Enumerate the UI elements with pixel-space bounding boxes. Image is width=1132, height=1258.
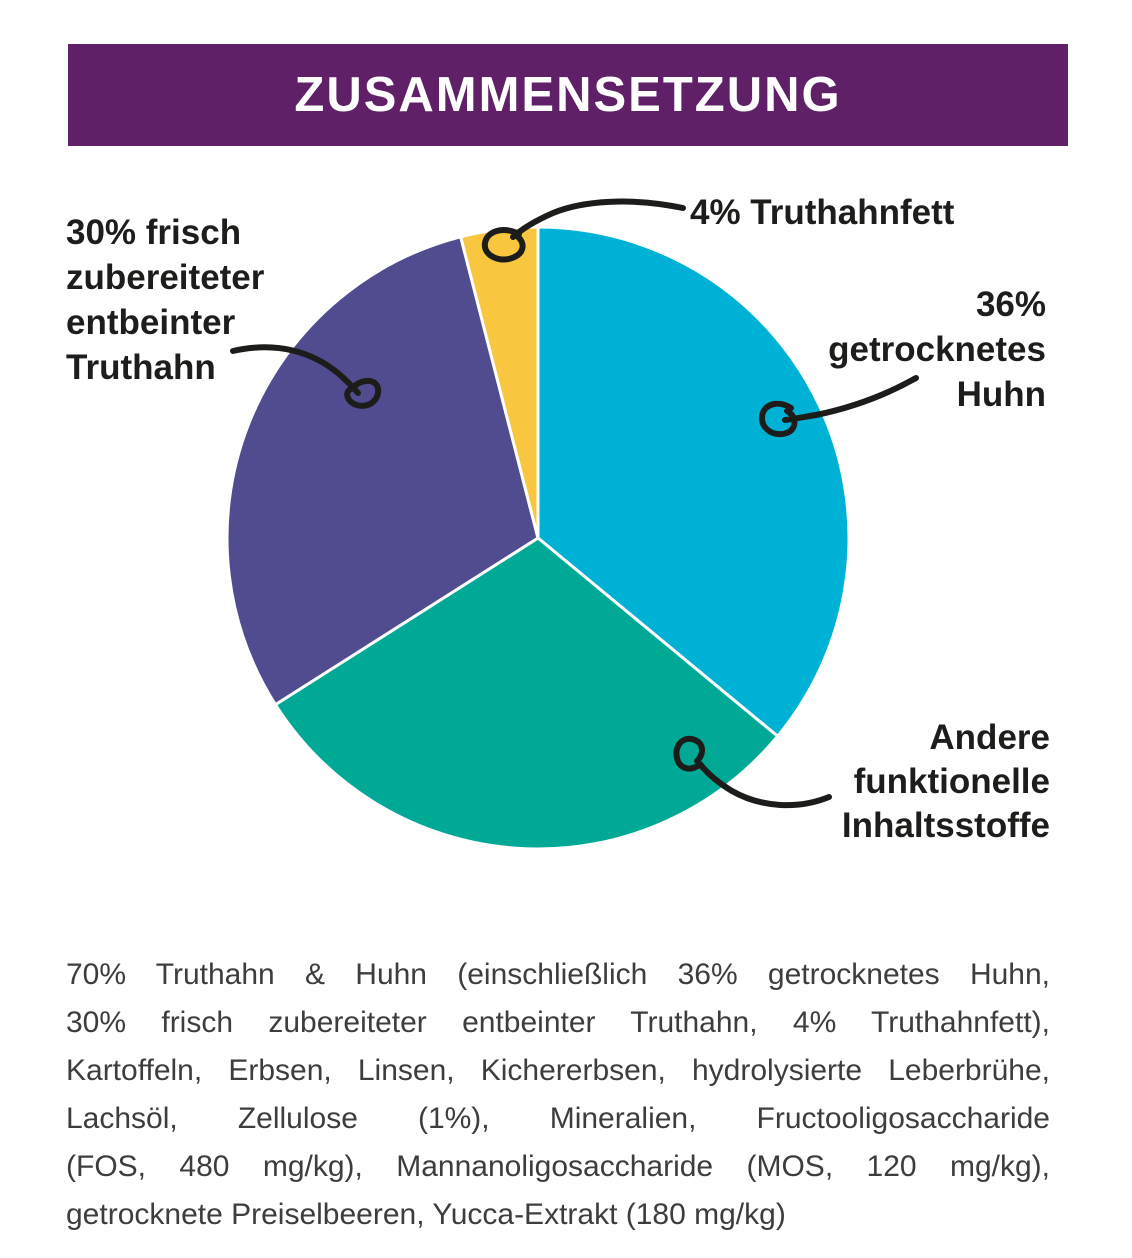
label-turkey-fat xyxy=(690,190,954,235)
text-line: Kartoffeln, Erbsen, Linsen, Kichererbsen, hydrolysierte Leberbrühe, xyxy=(66,1054,1050,1087)
text-line: getrocknete Preiselbeeren, Yucca-Extrakt (180 mg/kg) xyxy=(66,1198,786,1231)
pie-slices xyxy=(227,227,849,849)
text-line: 36% xyxy=(975,285,1046,324)
text-line: Andere xyxy=(929,718,1050,757)
text-line: 4% Truthahnfett xyxy=(690,193,955,232)
composition-paragraph xyxy=(66,951,1050,1239)
text-line: zubereiteter xyxy=(66,258,265,297)
text-line: Truthahn xyxy=(66,348,216,387)
text-line: 30% frisch zubereiteter entbeinter Truthahn, 4% Truthahnfett), xyxy=(66,1006,1050,1039)
text-line: Huhn xyxy=(956,375,1046,414)
text-line: 70% Truthahn & Huhn (einschließlich 36% getrocknetes Huhn, xyxy=(66,958,1050,991)
label-other-ingredients xyxy=(842,716,1050,848)
text-line: Inhaltsstoffe xyxy=(841,806,1050,845)
text-line: getrocknetes xyxy=(828,330,1046,369)
label-dried-chicken xyxy=(828,282,1046,417)
text-line: entbeinter xyxy=(66,303,236,342)
text-line: funktionelle xyxy=(853,762,1050,801)
text-line: (FOS, 480 mg/kg), Mannanoligosaccharide (MOS, 120 mg/kg), xyxy=(66,1150,1050,1183)
text-line: Lachsöl, Zellulose (1%), Mineralien, Fructooligosaccharide xyxy=(66,1102,1050,1135)
page-title: ZUSAMMENSETZUNG xyxy=(294,68,842,122)
text-line: 30% frisch xyxy=(66,213,242,252)
label-fresh-turkey xyxy=(66,210,264,390)
